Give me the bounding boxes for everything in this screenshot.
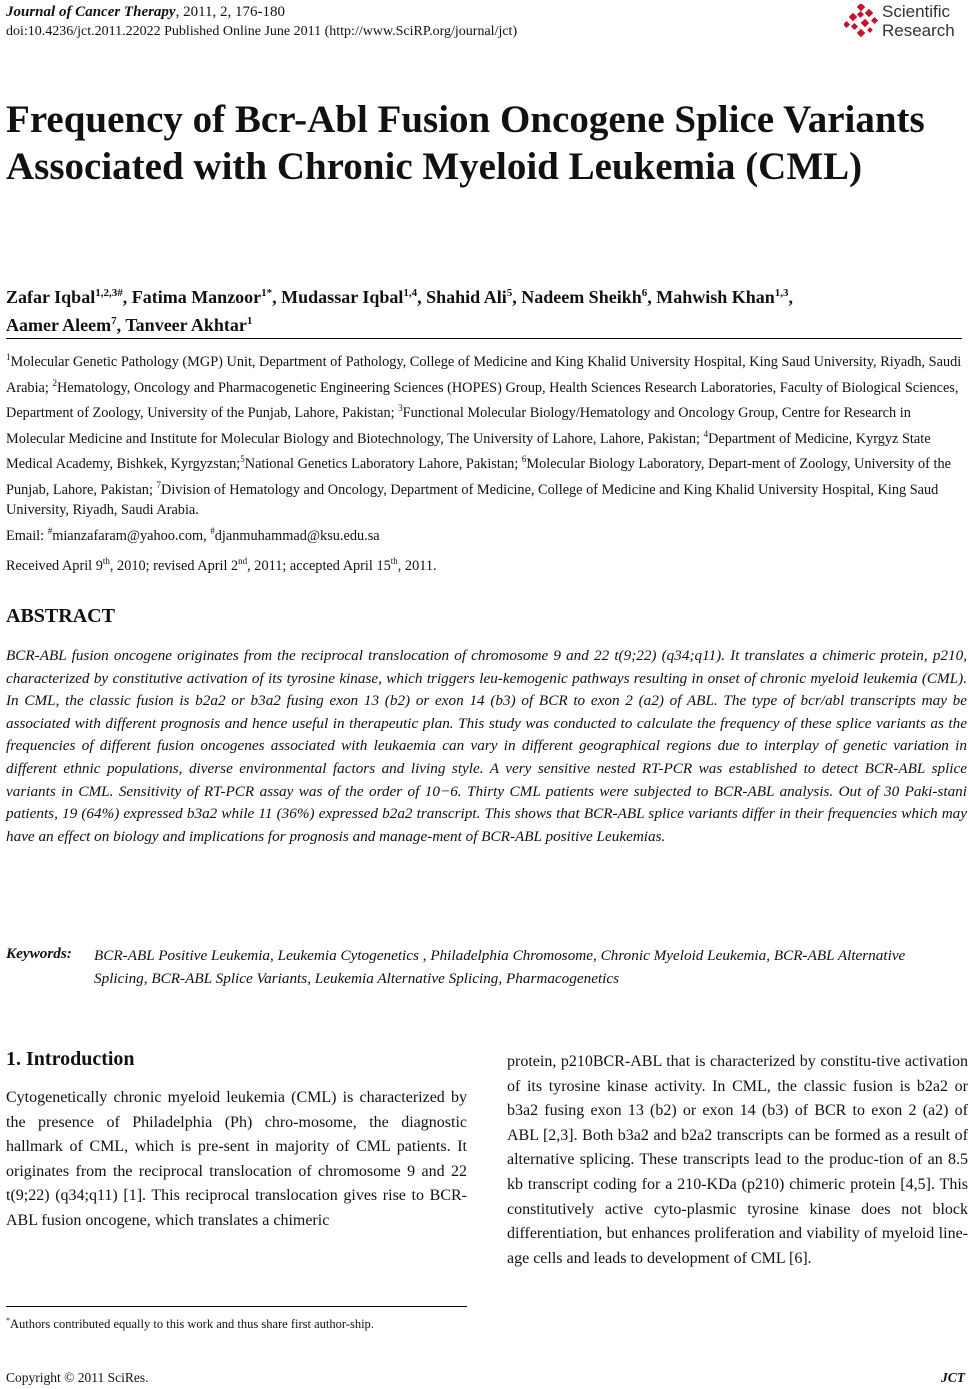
affiliation-text: Molecular Genetic Pathology (MGP) Unit, Department of Pathology, College of Medicine and King Khalid University Hospital, King Saud University, Riyadh, Saudi Arabia; bbox=[6, 353, 962, 396]
author-affil-sup: 1 bbox=[246, 315, 253, 327]
author-name: Shahid Ali bbox=[426, 287, 507, 307]
author-affil-sup: 1,4 bbox=[403, 287, 418, 299]
keywords-label: Keywords: bbox=[6, 945, 72, 962]
journal-header bbox=[6, 4, 285, 21]
affil-sup: 3 bbox=[398, 403, 403, 414]
keyword: Leukemia Alternative Splicing bbox=[314, 969, 499, 987]
footnote-text: Authors contributed equally to this work and thus share first author-ship. bbox=[10, 1317, 374, 1332]
received-text: , 2011; accepted April 15 bbox=[247, 557, 391, 574]
section-heading-introduction: 1. Introduction bbox=[6, 1048, 135, 1070]
logo-mark-icon bbox=[844, 4, 880, 40]
author-name: Zafar Iqbal bbox=[6, 287, 96, 307]
affil-sup: 2 bbox=[52, 377, 57, 388]
journal-abbreviation: JCT bbox=[940, 1370, 965, 1385]
keywords-list: BCR-ABL Positive Leukemia, Leukemia Cytogenetics , Philadelphia Chromosome, Chronic Myeloid Leukemia, BCR-ABL Alternative Splicing, BCR-ABL Splice Variants, Leukemia Alternative Splicing, Pharmacogenetics bbox=[94, 947, 906, 987]
received-dates bbox=[6, 556, 437, 575]
author-name: Nadeem Sheikh bbox=[521, 287, 642, 307]
affil-sup: 4 bbox=[703, 428, 709, 439]
author-line-2: Aamer Aleem$^7$, Tanveer Akhtar$^1$ bbox=[6, 315, 253, 335]
copyright: Copyright © 2011 SciRes. bbox=[6, 1370, 149, 1385]
keyword: Leukemia Cytogenetics bbox=[277, 947, 423, 964]
author-affil-sup: 5 bbox=[506, 287, 513, 299]
footnote-divider bbox=[6, 1306, 467, 1307]
email-sup: # bbox=[210, 526, 215, 537]
logo-line-2: Research bbox=[882, 21, 955, 40]
received-text: Received April 9 bbox=[6, 557, 103, 574]
keyword: BCR-ABL Positive Leukemia bbox=[94, 947, 271, 964]
author-name: Aamer Aleem bbox=[6, 315, 112, 335]
footnote bbox=[6, 1311, 467, 1334]
affil-sup: 6 bbox=[521, 454, 527, 465]
intro-right-column: protein, p210BCR-ABL that is characterized by constitu-tive activation of its tyrosine kinase activity. In CML, the classic fusion is b2a2 or b3a2 fusing exon 13 (b2) or exon 14 (b3) of BCR to exon 2 (a2) of ABL [2,3]. Both b3a2 and b2a2 transcripts can be formed as a result of alternative splicing. These transcripts lead to the produc-tion of an 8.5 kb transcript coding for a 210-KDa (p210) chimeric protein [4,5]. This constitutively active cyto-plasmic tyrosine kinase does not block differentiation, but enhances proliferation and viability of myeloid line-age cells and leads to development of CML [6]. bbox=[507, 1053, 968, 1267]
affiliations bbox=[6, 347, 968, 547]
author-list bbox=[6, 281, 972, 337]
author-affil-sup: 6 bbox=[641, 287, 648, 299]
doi-line: doi:10.4236/jct.2011.22022 Published Online June 2011 (http://www.SciRP.org/journal/jct) bbox=[6, 24, 518, 39]
logo-line-1: Scientific bbox=[882, 2, 951, 21]
affiliation-text: National Genetics Laboratory Lahore, Pakistan; bbox=[244, 456, 522, 473]
ordinal-sup: th bbox=[102, 556, 110, 566]
affiliation-text: Molecular Biology Laboratory, Depart-ment of Zoology, University of the Punjab, Lahore, Pakistan; bbox=[6, 456, 951, 498]
journal-citation: , 2011, 2, 176-180 bbox=[175, 4, 286, 20]
author-affil-sup: 1,3 bbox=[774, 287, 789, 299]
keyword: Pharmacogenetics bbox=[506, 969, 620, 987]
author-name: Fatima Manzoor bbox=[131, 287, 262, 307]
author-line-1: Zafar Iqbal$^{1,2,3\#}$, Fatima Manzoor$^{1*}$, Mudassar Iqbal$^{1,4}$, Shahid Ali$^5$, Nadeem Sheikh$^6$, Mahwish Khan$^{1,3}$, bbox=[6, 287, 794, 307]
author-name: Mudassar Iqbal bbox=[281, 287, 404, 307]
affil-sup: 1 bbox=[6, 352, 11, 362]
affiliation-text: Hematology, Oncology and Pharmacogenetic Engineering Sciences (HOPES) Group, Health Sciences Research Laboratories, Faculty of Biological Sciences, Department of Zoology, University of the Punjab, Lahore, Pakistan; bbox=[6, 379, 959, 421]
author-affil-sup: 1,2,3# bbox=[95, 287, 123, 299]
header-divider bbox=[6, 338, 962, 339]
footnote-marker: * bbox=[6, 1316, 10, 1325]
affiliation-text: Department of Medicine, Kyrgyz State Medical Academy, Bishkek, Kyrgyzstan; bbox=[6, 430, 931, 473]
logo-text bbox=[882, 2, 955, 40]
abstract-body: BCR-ABL fusion oncogene originates from the reciprocal translocation of chromosome 9 and 22 t(9;22) (q34;q11). It translates a chimeric protein, p210, characterized by constitutive activation of its tyrosine kinase, which triggers leu-kemogenic pathways resulting in onset of chronic myeloid leukemia (CML). In CML, the classic fusion is b2a2 or b3a2 fusing exon 13 (b2) or exon 14 (b3) of BCR to exon 2 (a2) of ABL. The type of bcr/abl transcripts may be associated with different prognosis and hence useful in therapeutic plan. This study was conducted to calculate the frequency of these splice variants as the frequencies of different fusion oncogenes associated with leukaemia can vary in different geographical regions due to interplay of genetic variation in different ethnic populations, diverse environmental factors and living style. A very sensitive nested RT-PCR was established to detect BCR-ABL splice variants in CML. Sensitivity of RT-PCR assay was of the order of 10−6. Thirty CML patients were subjected to BCR-ABL analysis. Out of 30 Paki-stani patients, 19 (64%) expressed b3a2 while 11 (36%) expressed b2a2 transcript. This shows that BCR-ABL splice variants differ in their frequencies which may have an effect on biology and implications for prognosis and manage-ment of BCR-ABL positive Leukemias. bbox=[6, 647, 967, 845]
email-address[interactable]: mianzafaram@yahoo.com, bbox=[52, 527, 211, 544]
journal-name: Journal of Cancer Therapy bbox=[6, 4, 176, 20]
affiliation-text: Functional Molecular Biology/Hematology and Oncology Group, Centre for Research in Molecular Medicine and Institute for Molecular Biology and Biotechnology, The University of Lahore, Lahore, Pakistan; bbox=[6, 404, 911, 447]
author-affil-sup: 1* bbox=[261, 287, 273, 299]
publisher-logo bbox=[844, 2, 969, 44]
received-text: , 2010; revised April 2 bbox=[109, 557, 239, 574]
intro-left-column: Cytogenetically chronic myeloid leukemia (CML) is characterized by the presence of Philadelphia (Ph) chro-mosome, the diagnostic hallmark of CML, which is pre-sent in majority of CML patients. It originates from the reciprocal translocation of chromosome 9 and 22 t(9;22) (q34;q11) [1]. This reciprocal translocation gives rise to BCR-ABL fusion oncogene, which translates a chimeric bbox=[6, 1089, 467, 1229]
received-text: , 2011. bbox=[397, 557, 437, 574]
keyword: Chronic Myeloid Leukemia bbox=[600, 947, 767, 964]
affiliation-text: Division of Hematology and Oncology, Department of Medicine, College of Medicine and King Khalid University Hospital, King Saud University, Riyadh, Saudi Arabia. bbox=[6, 481, 939, 519]
ordinal-sup: th bbox=[390, 556, 398, 566]
paper-title: Frequency of Bcr-Abl Fusion Oncogene Splice Variants Associated with Chronic Myeloid Leukemia (CML) bbox=[6, 98, 925, 188]
author-name: Mahwish Khan bbox=[656, 287, 775, 307]
keyword: BCR-ABL Splice Variants bbox=[151, 969, 308, 987]
author-name: Tanveer Akhtar bbox=[125, 315, 247, 335]
abstract-heading: ABSTRACT bbox=[6, 605, 115, 627]
keyword: Philadelphia Chromosome bbox=[430, 947, 594, 964]
email-label: Email: bbox=[6, 527, 48, 544]
affil-sup: 7 bbox=[156, 479, 161, 490]
author-affil-sup: 7 bbox=[111, 315, 117, 327]
ordinal-sup: nd bbox=[238, 556, 248, 566]
affil-sup: 5 bbox=[240, 454, 245, 465]
keyword: BCR-ABL Alternative Splicing bbox=[94, 947, 906, 987]
email-sup: # bbox=[47, 526, 53, 537]
email-address[interactable]: djanmuhammad@ksu.edu.sa bbox=[214, 527, 380, 544]
